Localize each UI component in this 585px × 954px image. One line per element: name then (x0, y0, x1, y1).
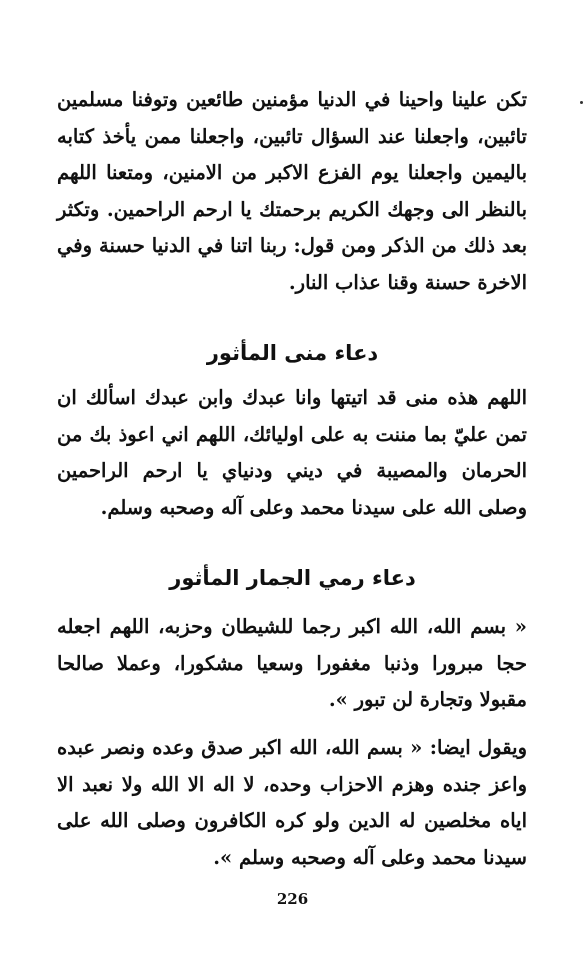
mina-heading-wrap (0, 338, 585, 368)
margin-mark (580, 101, 583, 104)
mina-block (57, 380, 527, 526)
intro-block (57, 82, 527, 301)
jimar-heading-wrap (0, 563, 585, 593)
intro-paragraph: تكن علينا واحينا في الدنيا مؤمنين طائعين وتوفنا مسلمين تائبين، واجعلنا عند السؤال تائبين، واجعلنا ممن يأخذ كتابه باليمين واجعلنا يوم الفزع الاكبر من الامنين، ومتعنا اللهم بالنظر الى وجهك الكريم برحمتك يا ارحم الراحمين. وتكثر بعد ذلك من الذكر ومن قول: ربنا اتنا في الدنيا حسنة وفي الاخرة حسنة وقنا عذاب النار. (57, 88, 527, 294)
mina-dua-paragraph: اللهم هذه منى قد اتيتها وانا عبدك وابن عبدك اسألك ان تمن عليّ بما مننت به على اوليائك، اللهم اني اعوذ بك من الحرمان والمصيبة في ديني ودنياي يا ارحم الراحمين وصلى الله على سيدنا محمد وعلى آله وصحبه وسلم. (57, 386, 527, 519)
page-number: 226 (276, 890, 309, 908)
jimar-dua-paragraph: « بسم الله، الله اكبر رجما للشيطان وحزبه، اللهم اجعله حجا مبرورا وذنبا مغفورا وسعيا مشكورا، وعملا صالحا مقبولا وتجارة لن تبور ». (57, 615, 527, 711)
jimar-also-block (57, 730, 527, 876)
jimar-also-paragraph: ويقول ايضا: « بسم الله، الله اكبر صدق وعده ونصر عبده واعز جنده وهزم الاحزاب وحده، لا اله الا الله ولا نعبد الا اياه مخلصين له الدين ولو كره الكافرون وصلى الله على سيدنا محمد وعلى آله وصحبه وسلم ». (57, 736, 527, 869)
jimar-block (57, 609, 527, 719)
jimar-dua-heading: دعاء رمي الجمار المأثور (169, 566, 416, 590)
mina-dua-heading: دعاء منى المأثور (206, 341, 379, 365)
